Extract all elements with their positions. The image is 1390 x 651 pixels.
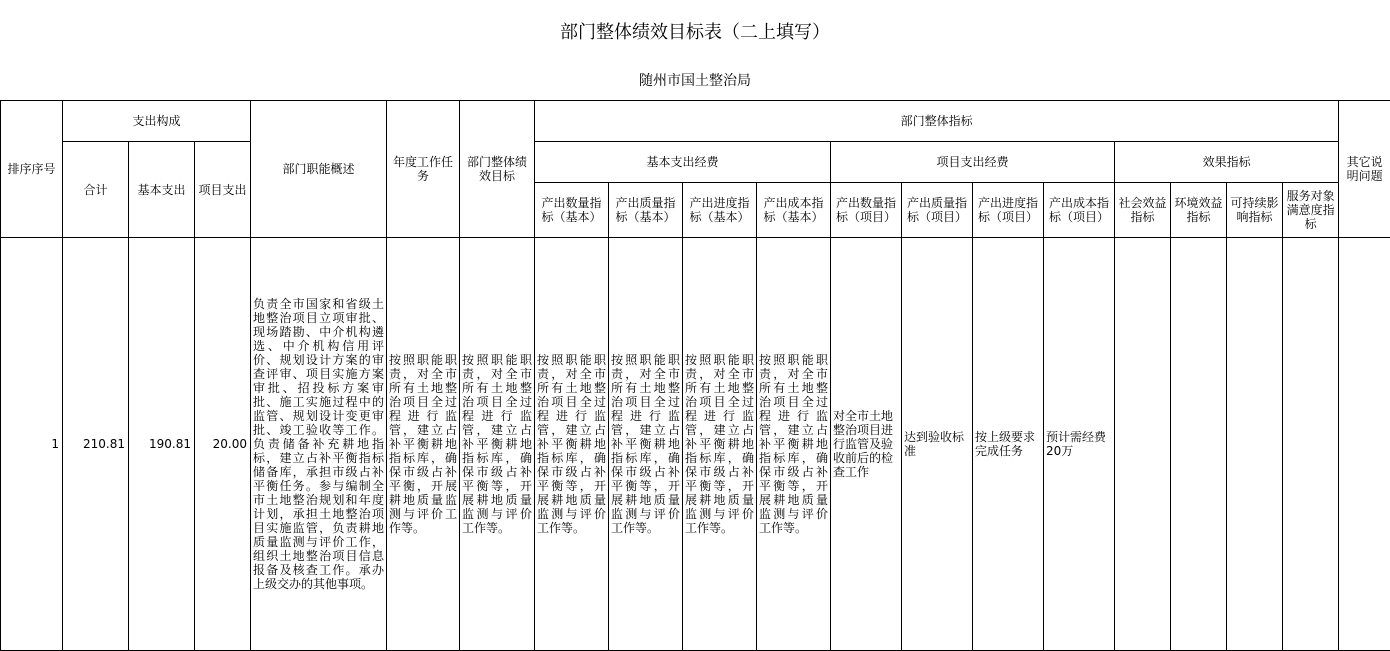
cell-basic-progress: 按照职能职责，对全市所有土地整治项目全过程进行监管，建立占补平衡耕地指标库，确保市级占补平衡等，开展耕地质量监测与评价工作等。 [683,238,757,651]
cell-satisfaction [1283,238,1339,651]
header-basic-funds: 基本支出经费 [535,142,831,183]
header-proj-quantity: 产出数量指标（项目） [831,183,902,238]
cell-social [1115,238,1171,651]
header-proj-quality: 产出质量指标（项目） [902,183,973,238]
page-title: 部门整体绩效目标表（二上填写） [560,22,830,43]
cell-sustainable [1227,238,1283,651]
header-overall-goal: 部门整体绩效目标 [460,101,535,238]
header-sustainable: 可持续影响指标 [1227,183,1283,238]
header-annual-task: 年度工作任务 [387,101,460,238]
header-total: 合计 [63,142,129,238]
cell-basic-quality: 按照职能职责，对全市所有土地整治项目全过程进行监管，建立占补平衡耕地指标库，确保市级占补平衡等，开展耕地质量监测与评价工作等。 [609,238,683,651]
header-basic-quality: 产出质量指标（基本） [609,183,683,238]
cell-basic-cost: 按照职能职责，对全市所有土地整治项目全过程进行监管，建立占补平衡耕地指标库，确保市级占补平衡等，开展耕地质量监测与评价工作等。 [757,238,831,651]
cell-basic-quantity: 按照职能职责，对全市所有土地整治项目全过程进行监管，建立占补平衡耕地指标库，确保市级占补平衡等，开展耕地质量监测与评价工作等。 [535,238,609,651]
cell-seq: 1 [1,238,63,651]
header-proj-cost: 产出成本指标（项目） [1044,183,1115,238]
cell-environment [1171,238,1227,651]
performance-table [0,100,1390,651]
cell-total: 210.81 [63,238,129,651]
cell-other [1339,238,1390,651]
header-overview: 部门职能概述 [251,101,387,238]
header-satisfaction: 服务对象满意度指标 [1283,183,1339,238]
cell-proj-cost: 预计需经费20万 [1044,238,1115,651]
header-seq: 排序序号 [1,101,63,238]
cell-overview: 负责全市国家和省级土地整治项目立项审批、现场踏勘、中介机构遴选、中介机构信用评价、规划设计方案的审查评审、项目实施方案审批、招投标方案审批、施工实施过程中的监管、规划设计变更审批、竣工验收等工作。负责储备补充耕地指标，建立占补平衡指标储备库，承担市级占补平衡任务。参与编制全市土地整治规划和年度计划，承担土地整治项目实施监管，负责耕地质量监测与评价工作，组织土地整治项目信息报备及核查工作。承办上级交办的其他事项。 [251,238,387,651]
header-other: 其它说明问题 [1339,101,1390,238]
header-indicators: 部门整体指标 [535,101,1339,142]
header-environment: 环境效益指标 [1171,183,1227,238]
header-basic: 基本支出 [129,142,195,238]
cell-overall-goal: 按照职能职责，对全市所有土地整治项目全过程进行监管，建立占补平衡耕地指标库，确保市级占补平衡等，开展耕地质量监测与评价工作等。 [460,238,535,651]
cell-proj-quantity: 对全市土地整治项目进行监管及验收前后的检查工作 [831,238,902,651]
department-name: 随州市国土整治局 [639,73,751,89]
header-basic-progress: 产出进度指标（基本） [683,183,757,238]
header-basic-cost: 产出成本指标（基本） [757,183,831,238]
cell-annual-task: 按照职能职责，对全市所有土地整治项目全过程进行监管，建立占补平衡耕地指标库，确保市级占补平衡，开展耕地质量监测与评价工作等。 [387,238,460,651]
cell-basic: 190.81 [129,238,195,651]
header-project: 项目支出 [195,142,251,238]
table-row [1,238,1390,651]
header-spending: 支出构成 [63,101,251,142]
header-project-funds: 项目支出经费 [831,142,1115,183]
header-effect: 效果指标 [1115,142,1339,183]
header-basic-quantity: 产出数量指标（基本） [535,183,609,238]
header-social: 社会效益指标 [1115,183,1171,238]
cell-proj-progress: 按上级要求完成任务 [973,238,1044,651]
cell-proj-quality: 达到验收标准 [902,238,973,651]
cell-project: 20.00 [195,238,251,651]
header-proj-progress: 产出进度指标（项目） [973,183,1044,238]
